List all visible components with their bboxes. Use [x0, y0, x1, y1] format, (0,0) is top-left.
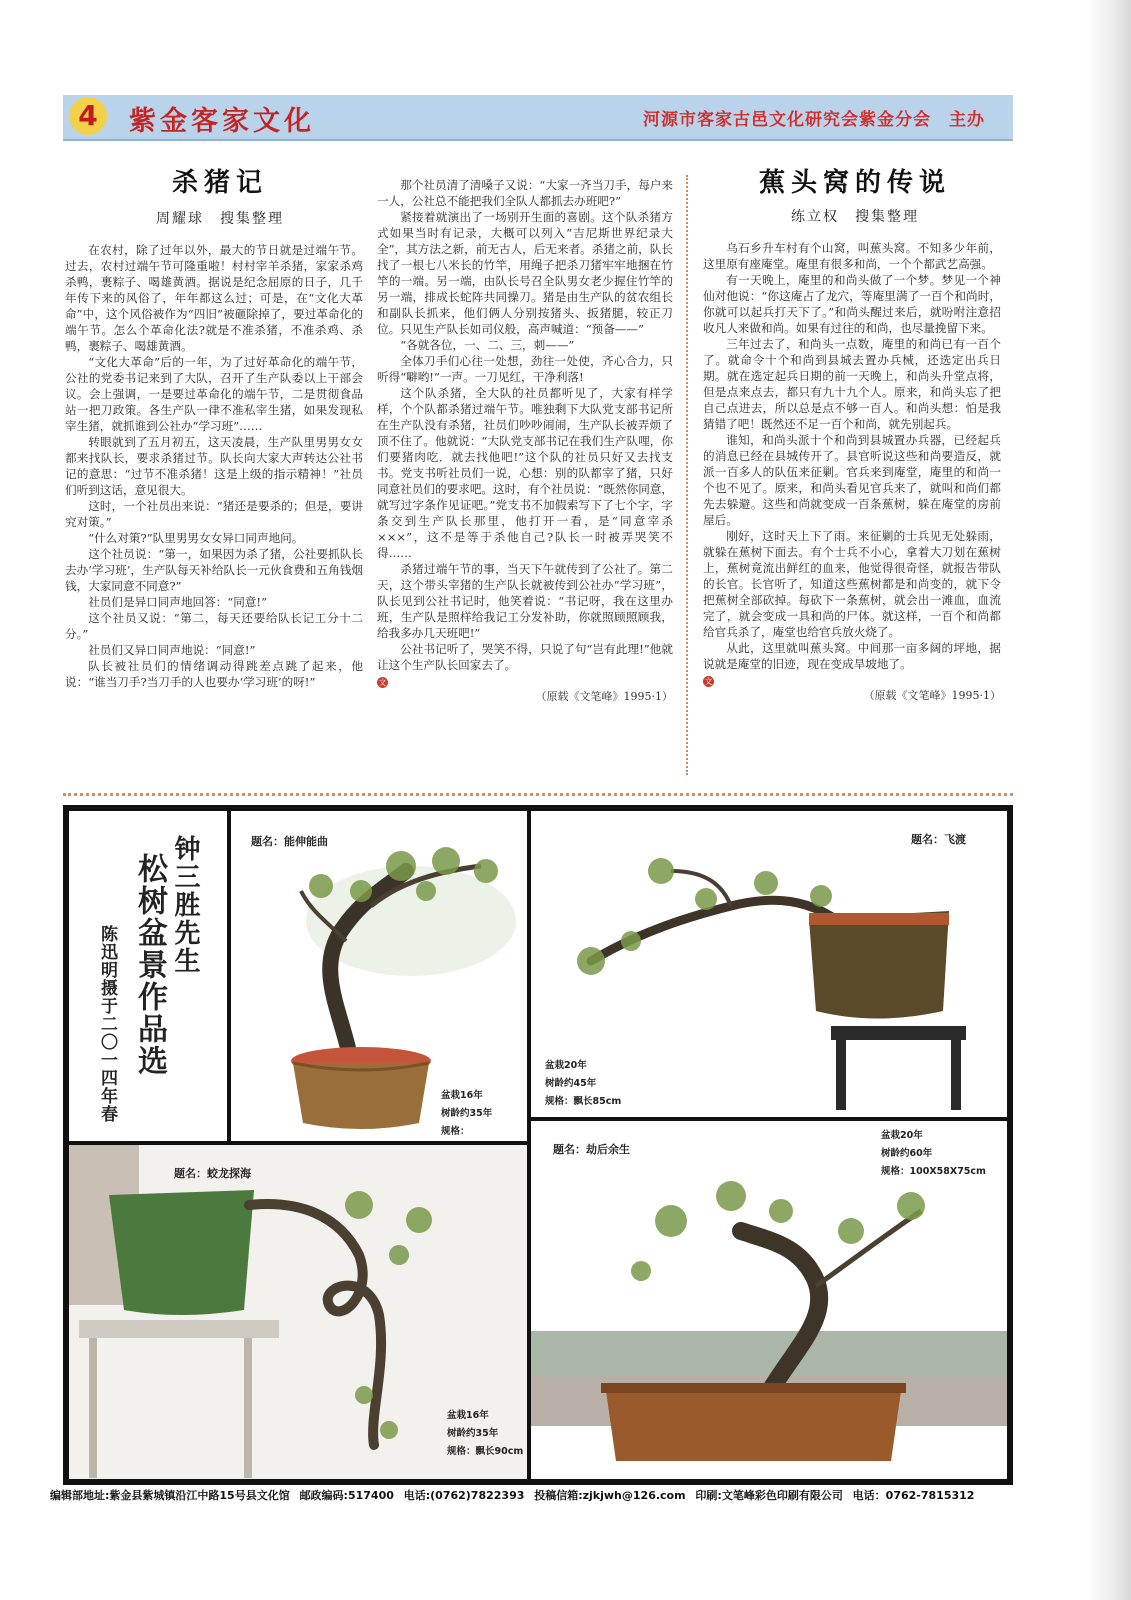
bonsai-4-title: 题名：劫后余生 [553, 1143, 630, 1156]
paragraph: 这个队杀猪，全大队的社员都听见了，大家有样学样，个个队都杀猪过端午节。唯独剩下大队党支部书记所在生产队没有杀猪，社员们吵吵闹闹，生产队长被弄烦了顶不住了。他就说：“大队党支部书记在我们生产队哩，你们要猪肉吃．就去找他吧!”这个队的社员只好又去找支书。党支书听社员们一说，心想：别的队都宰了猪，只好同意社员们的要求吧。这时，有个社员说：“既然你同意，就写过字条作见证吧。”党支书不加假索写下了七个字，字条交到生产队长那里，他打开一看，是“同意宰杀×××”，这不是等于杀他自己?队长一时被弄哭笑不得…… [377, 386, 673, 560]
footer-printer-phone: 电话：0762-7815312 [852, 1489, 975, 1502]
bonsai-2-size: 规格：飘长85cm [545, 1096, 622, 1107]
bonsai-4-tree-age: 树龄约60年 [881, 1148, 933, 1159]
bonsai-3-tree-age: 树龄约35年 [447, 1428, 499, 1439]
end-mark-icon: 文 [378, 677, 387, 687]
article1-column-1 [65, 242, 363, 690]
source-note: （原载《文笔峰》1995·1） [863, 689, 1001, 702]
page-number-badge: 4 [69, 97, 107, 135]
paragraph: 乌石乡升车村有个山窝，叫蕉头窝。不知多少年前，这里原有座庵堂。庵里有很多和尚，一个个都武艺高强。 [703, 241, 1001, 271]
bonsai-4-specs [881, 1127, 986, 1181]
footer-printer: 印刷:文笔峰彩色印刷有限公司 [695, 1489, 843, 1502]
bonsai-2-title: 题名：飞渡 [911, 833, 966, 846]
paragraph: 三年过去了，和尚头一点数，庵里的和尚已有一百个了。就命令十个和尚到县城去置办兵械，还选定出兵日期。就在选定起兵日期的前一天晚上，和尚头升堂点将，但是点来点去，都只有九十九个人。原来，和尚头忘了把自己点进去，所以总是点不够一百人。和尚头想：怕是我猜错了吧！既然还不足一百个和尚，就先别起兵。 [703, 337, 1001, 431]
bonsai-photo-panel-3 [69, 1145, 527, 1479]
article2-title: 蕉头窝的传说 [758, 168, 951, 198]
bonsai-3-specs [447, 1407, 523, 1461]
paragraph: 那个社员清了清嗓子又说：“大家一齐当刀手，每户来一人，公社总不能把我们全队人都抓去办班吧?” [377, 178, 673, 208]
gallery-title-line2: 松树盆景作品选 [132, 853, 167, 1077]
paragraph: 这时，一个社员出来说：“猪还是要杀的；但是，要讲究对策。” [65, 499, 363, 529]
article1-author: 周耀球 搜集整理 [156, 211, 284, 227]
footer-phone: 电话:(0762)7822393 [403, 1489, 525, 1502]
bonsai-1-pot-years: 盆栽16年 [441, 1090, 483, 1101]
bonsai-4-pot-years: 盆栽20年 [881, 1130, 923, 1141]
bonsai-4-size: 规格：100X58X75cm [881, 1166, 986, 1177]
paragraph: 刚好，这时天上下了雨。来征剿的士兵见无处躲雨，就躲在蕉树下面去。有个士兵不小心，拿着大刀划在蕉树上，蕉树竟流出鲜红的血来，他觉得很奇怪，就报告带队的长官。长官听了，知道这些蕉树都是和尚变的，就下令把蕉树全部砍掉。每砍下一条蕉树，就会出一滩血，血流完了，就会变成一具和尚的尸体。就这样，一百个和尚都给官兵杀了，庵堂也给官兵放火烧了。 [703, 529, 1001, 639]
gallery-title-panel [69, 811, 227, 1141]
gallery-photographer: 陈迅明摄于二〇一四年春 [97, 925, 117, 1123]
footer-email: 投稿信箱:zjkjwh@126.com [534, 1489, 686, 1502]
paragraph: 转眼就到了五月初五，这天凌晨，生产队里男男女女都来找队长，要求杀猪过节。队长向大家大声转达公社书记的意思：“过节不准杀猪！这是上级的指示精神！”社员们听到这话，意见很大。 [65, 435, 363, 497]
section-divider [63, 793, 1013, 796]
bonsai-3-title: 题名：蛟龙探海 [174, 1167, 251, 1180]
paragraph: 公社书记听了，哭笑不得，只说了句“岂有此理!”他就让这个生产队长回家去了。 [377, 642, 673, 672]
source-note: （原载《文笔峰》1995·1） [535, 690, 673, 703]
bonsai-2-tree-age: 树龄约45年 [545, 1078, 597, 1089]
paragraph: 从此，这里就叫蕉头窝。中间那一亩多阔的坪地，据说就是庵堂的旧迹，现在变成旱坡地了。 [703, 641, 1001, 671]
article1-column-2 [377, 177, 673, 705]
paragraph: 社员们又异口同声地说：“同意!” [88, 643, 256, 657]
section-title: 紫金客家文化 [129, 106, 315, 137]
paragraph: 队长被社员们的情绪调动得跳差点跳了起来，他说：“谁当刀手?当刀手的人也要办‘学习班’的呀!” [65, 659, 363, 689]
footer-postcode: 邮政编码:517400 [299, 1489, 394, 1502]
paragraph: 紧接着就演出了一场别开生面的喜剧。这个队杀猪方式如果当时有记录，大概可以列入“吉尼斯世界纪录大全”，其方法之新，前无古人，后无来者。杀猪之前，队长找了一根七八米长的竹竿，用绳子把杀刀猪牢牢地捆在竹竿的一端。另一端，由队长号召全队男女老少握住竹竿的另一端，排成长蛇阵共同操刀。猪是由生产队的贫农组长和副队长抓来，他们俩人分别按猪头、扳猪腿，较正刀位。只见生产队长如司仪般，高声喊道：“预备——” [377, 210, 673, 336]
paragraph: 这个社员说：“第一，如果因为杀了猪，公社要抓队长去办‘学习班’，生产队每天补给队长一元伙食费和五角钱烟钱，大家同意不同意?” [65, 547, 363, 593]
bonsai-photo-panel-2 [531, 811, 1007, 1117]
bonsai-2-pot-years: 盆栽20年 [545, 1060, 587, 1071]
paragraph: 谁知，和尚头派十个和尚到县城置办兵器，已经起兵的消息已经在县城传开了。县官听说这些和尚要造反，就派一百多人的队伍来征剿。官兵来到庵堂，庵里的和尚一个也不见了。原来，和尚头看见官兵来了，就叫和尚们都先去躲避。这些和尚就变成一百条蕉树，躲在庵堂的房前屋后。 [703, 433, 1001, 527]
column-divider [686, 175, 688, 775]
bonsai-1-tree-age: 树龄约35年 [441, 1108, 493, 1119]
end-mark-icon: 文 [704, 676, 713, 686]
paragraph: “文化大革命”后的一年，为了过好革命化的端午节，公社的党委书记来到了大队，召开了生产队委以上干部会议。会上强调，一是要过革命化的端午节，二是贯彻食品站一把刀政策。各生产队一律不准私宰生猪，如果发现私宰生猪，就抓谁到公社办“学习班”…… [65, 355, 363, 433]
publisher-line: 河源市客家古邑文化研究会紫金分会 主办 [643, 110, 985, 130]
bonsai-photo-panel-1 [231, 811, 527, 1141]
paragraph: 杀猪过端午节的事，当天下午就传到了公社了。第二天，这个带头宰猪的生产队长就被传到公社办“学习班”，队长见到公社书记时，他笑着说：“书记呀，我在这里办班，生产队是照样给我记工分发补助，你就照顾照顾我，给我多办几天班吧!” [377, 562, 673, 640]
paragraph: 在农村，除了过年以外，最大的节日就是过端午节。过去，农村过端午节可隆重啦！村村宰羊杀猪，家家杀鸡杀鸭，裹粽子、喝雄黄酒。据说是纪念屈原的日子，几千年传下来的风俗了，年年都这么过；可是，在“文化大革命”中，这个风俗被作为“四旧”被砸除掉了，要过革命化的端午节。怎么个革命化法?就是不准杀猪，不准杀鸡、杀鸭，裹粽子、喝雄黄酒。 [65, 243, 363, 353]
footer-address: 编辑部地址:紫金县紫城镇沿江中路15号县文化馆 [50, 1489, 290, 1502]
bonsai-3-pot-years: 盆栽16年 [447, 1410, 489, 1421]
bonsai-1-size: 规格： [441, 1126, 470, 1137]
gallery-title-line1: 钟三胜先生 [170, 835, 200, 975]
page-binding-shadow [1086, 0, 1131, 1600]
article2-body [703, 240, 1001, 704]
bonsai-photo-panel-4 [531, 1121, 1007, 1479]
gallery-title-block [97, 835, 219, 1135]
bonsai-3-size: 规格：飘长90cm [447, 1446, 524, 1457]
article2-author: 练立权 搜集整理 [791, 209, 919, 225]
paragraph: 这个社员又说：“第二，每天还要给队长记工分十二分。” [65, 611, 363, 641]
bonsai-1-title: 题名：能伸能曲 [251, 835, 328, 848]
page-footer [50, 1487, 1020, 1509]
paragraph: “什么对策?”队里男男女女异口同声地问。 [88, 531, 304, 545]
bonsai-gallery [63, 805, 1013, 1485]
page-header [63, 95, 1013, 141]
bonsai-2-specs [545, 1057, 621, 1111]
article1-title: 杀猪记 [171, 168, 268, 198]
paragraph: 有一天晚上，庵里的和尚头做了一个梦。梦见一个神仙对他说：“你这庵占了龙穴，等庵里满了一百个和尚时，你就可以起兵打天下了。”和尚头醒过来后，就吩咐注意招收凡人来做和尚。如果有过往的和尚，也尽量挽留下来。 [703, 273, 1001, 335]
paragraph: 社员们是异口同声地回答：“同意!” [88, 595, 268, 609]
paragraph: “各就各位，一、二、三，刺——” [400, 338, 575, 352]
paragraph: 全体刀手们心往一处想，劲往一处使，齐心合力，只听得“噼哟!”一声。一刀见红，干净利落! [377, 354, 673, 384]
